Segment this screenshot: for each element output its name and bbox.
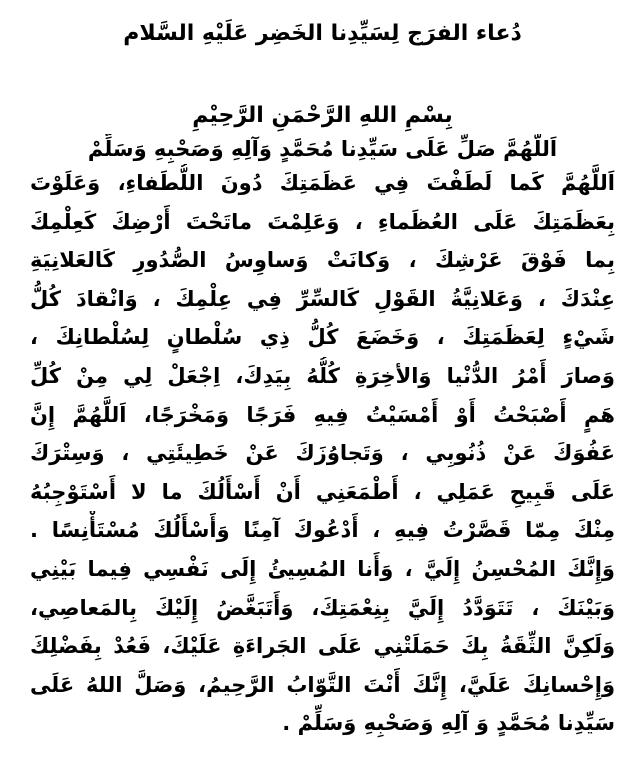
- text-line-15: وَإِحْسانِكَ عَلَيَّ، إِنَّكَ أَنْتَ التَّوّابُ الرَّحِيمُ، وَصَلَّ اللهُ عَلَى: [30, 672, 615, 697]
- text-line-10: عَلَى قَبِيحِ عَمَلِي ، أَطْمَعَنِي أَنْ أَسْأَلُكَ ما لا أَسْتَوْجِبُهُ: [30, 479, 615, 504]
- text-line-9: عَفُوَكَ عَنْ ذُنُوبِي ، وَتَجاوُزَكَ عَنْ خَطِيئَتِي ، وَسِتْرَكَ: [30, 441, 615, 466]
- text-line-16: سَيِّدِنا مُحَمَّدٍ وَ آلِهِ وَصَحْبِهِ وَسَلِّمْ .: [282, 711, 615, 736]
- basmala-heading: بِسْمِ اللهِ الرَّحْمَنِ الرَّحِيْمِ: [192, 103, 453, 128]
- text-line-14: وَلَكِنَّ الثِّقَةُ بِكَ حَمَلَتْنِي عَلَى الجَراءَةِ عَلَيْكَ، فَعُدْ بِفَضْلِكَ: [30, 634, 615, 659]
- text-line-2: اَللَّهُمَّ كَما لَطَفْتَ فِي عَظَمَتِكَ دُونَ اللُّطَفاءِ، وَعَلَوْتَ: [30, 171, 615, 195]
- text-line-7: وَصارَ أَمْرُ الدُّنْيا وَالأخِرَةِ كُلُّهُ بِيَدِكَ، اِجْعَلْ لِي مِنْ كُلِّ: [30, 363, 615, 388]
- text-line-5: عِنْدَكَ ، وَعَلانِيَّةُ القَوْلِ كَالسِّرِّ فِي عِلْمِكَ ، وَانْقادَ كُلُّ: [30, 286, 615, 311]
- text-line-6: شَيْءٍ لِعَظَمَتِكَ ، وَخَضَعَ كُلُّ ذِي سُلْطانٍ لِسُلْطانِكَ ،: [30, 325, 615, 350]
- text-line-11: مِنْكَ مِمّا قَصَّرْتُ فِيهِ ، أَدْعُوكَ آمِنًا وَأَسْأَلُكَ مُسْتَأْنِسًا .: [30, 518, 615, 543]
- text-line-1: اَللَّهُمَّ صَلِّ عَلَى سَيِّدِنا مُحَمَّدٍ وَآلِهِ وَصَحْبِهِ وَسَلِّمْ: [87, 137, 558, 161]
- text-line-3: بِعَظَمَتِكَ عَلَى العُظَماءِ ، وَعَلِمْتَ ماتَحْتَ أَرْضِكَ كَعِلْمِكَ: [30, 209, 615, 234]
- prayer-title: دُعاء الفرَج لِسَيِّدِنا الخَضِر عَلَيْهِ السَّلام: [123, 21, 522, 46]
- text-line-13: وَبَيْنَكَ ، تَتَوَدَّدُ إِلَيَّ بِنِعْمَتِكَ، وَأَتَبَغَّضُ إِلَيْكَ بِالمَعاصِي،: [30, 595, 615, 620]
- text-line-4: بِما فَوْقَ عَرْشِكَ ، وَكانَتْ وَساوِسُ الصُّدُورِ كَالعَلانِيَةِ: [30, 248, 615, 273]
- text-line-12: وَإِنَّكَ المُحْسِنُ إِلَيَّ ، وَأَنا المُسِيئُ إِلَى نَفْسِي فِيما بَيْنِي: [30, 556, 615, 581]
- text-line-8: هَمٍ أَصْبَحْتُ أَوْ أَمْسَيْتُ فِيهِ فَرَجًا وَمَخْرَجًا، اَللَّهُمَّ إِنَّ: [30, 402, 615, 427]
